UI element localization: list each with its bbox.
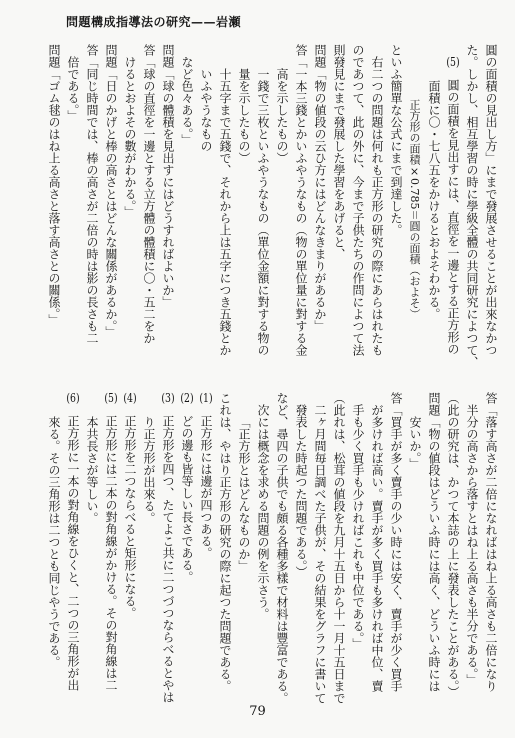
upper-tier-line: けるとおよその數がわかる。」 [123, 56, 137, 218]
lower-tier-line: （此の研究は、かつて本誌の上に發表したことがある。） [446, 392, 460, 698]
page-number: 79 [249, 704, 266, 719]
lower-tier-line: 發表した時起つた問題である。） [294, 404, 308, 578]
lower-tier-line: 本共長さが等しい。 [85, 416, 99, 524]
upper-tier-line: 量を示したもの） [237, 68, 251, 164]
upper-tier-line: 十五字まで五錢で、それから上は五字につき五錢とか [218, 68, 232, 356]
item-text: 正方形には邊が四つある。 [199, 414, 213, 559]
upper-tier-line: 答「一本三錢とかいふやうなもの（物の單位量に對する金 [294, 44, 308, 356]
upper-tier-line: 面積に〇・七八五をかけるとおよそわかる。 [427, 80, 441, 320]
lower-tier-line: など、尋四の子供でも頗る各種多樣で材料は豐富である。 [275, 392, 289, 704]
item-text: 正方形には二本の對角線がかける。その對角線は二 [104, 414, 118, 691]
item-text: 正方形を二つならべると矩形になる。 [123, 414, 137, 619]
lower-tier-line: 來る。その三角形は二つとも同じやうである。 [47, 416, 61, 668]
upper-tier-line: 答「同じ時間では、棒の高さが二倍の時は影の長さも二 [85, 44, 99, 344]
upper-tier-line: 倍である。」 [66, 56, 80, 122]
upper-tier [44, 44, 500, 376]
lower-tier-line: 半分の高さから落すとはね上る高さも半分である。」 [465, 404, 479, 686]
upper-tier-line: といふ簡單な公式にまで到達した。 [389, 44, 403, 236]
upper-tier-line: のであつて、此の外に、今まで子供たちの作問によつて法 [351, 44, 365, 356]
upper-tier-line: 高を示したもの） [275, 68, 289, 164]
lower-tier-line [158, 392, 177, 706]
item-text: 圓の面積を見出すには、直徑を一邊とする正方形の [446, 78, 460, 355]
running-header: 問題構成指導法の研究——岩瀬 [66, 15, 242, 29]
upper-tier-line: た。しかし、相互學習の時に學級全體の共同研究によつて、 [465, 44, 479, 368]
upper-tier-line: 圓の面積の見出し方」にまで發展させることが出來なかつ [484, 44, 498, 356]
lower-tier-line: 問題「物の値段はどういふ時には高く、どういふ時には [427, 392, 441, 692]
item-number: (2) [180, 392, 194, 404]
lower-tier-line [196, 392, 215, 706]
lower-tier-line: 手も少く買手も少ければこれも中位である。」 [351, 404, 365, 650]
lower-tier-line [120, 392, 139, 706]
lower-tier-line: 安いか。」 [408, 416, 422, 470]
upper-tier-line: 答「球の直徑を一邊とする立方體の體積に〇・五二をか [142, 44, 156, 344]
upper-tier-line: 問題「日のかげと棒の高さとはどんな關係があるか。」 [104, 44, 118, 338]
upper-tier-line: など色々ある。」 [180, 56, 194, 146]
formula-line: 正方形の面積×0.785＝圓の面積（およそ） [408, 99, 421, 320]
upper-tier-line: いふやうなもの [199, 68, 213, 152]
upper-tier-line: 則發見にまで發展した學習をあげると、 [332, 44, 346, 260]
lower-tier-line: 次には概念を求める問題の例を示さう。 [256, 404, 270, 620]
upper-tier-line: 問題「ゴム毬のはね上る高さと落す高さとの關係。」 [47, 44, 61, 326]
lower-tier-line: が多ければ高い。賣手が多く買手も多ければ中位、賣 [370, 404, 384, 692]
concept-question: 「正方形とはどんなものか」 [237, 416, 251, 572]
upper-tier-line: 右二つの問題は何れも正方形の研究の際にあらはれたも [370, 56, 384, 356]
item-text: 正方形を四つ、たてよこ共に二つづつならべるとやは [161, 414, 175, 703]
upper-tier-line: 一錢で三枚といふやうなもの（單位金額に對する物の [256, 68, 270, 356]
item-number: (4) [123, 392, 137, 404]
item-number: (3) [161, 392, 175, 404]
item-number: (5) [104, 392, 118, 404]
lower-tier-line [63, 392, 82, 706]
lower-tier-line: （此れは、松茸の値段を九月十五日から十一月十五日まで [332, 392, 346, 704]
lower-tier [44, 392, 500, 706]
lower-tier-line: 答「買手が多く賣手の少い時には安く、賣手が少く買手 [389, 392, 403, 692]
lower-tier-line [177, 392, 196, 706]
item-text: どの邊も皆等しい長さである。 [180, 414, 194, 583]
upper-tier-line: 問題「球の體積を見出すにはどうすればよいか」 [161, 44, 175, 308]
upper-tier-line: 問題「物の値段の云ひ方にはどんなきまりがあるか」 [313, 44, 327, 332]
upper-tier-line [443, 44, 462, 376]
item-number: (6) [66, 392, 80, 404]
lower-tier-line: り正方形が出來る。 [142, 416, 156, 524]
item-number: (1) [199, 392, 213, 404]
lower-tier-line: これは、やはり正方形の研究の際に起つた問題である。 [218, 392, 232, 692]
item-text: 正方形に一本の對角線をひくと、二つの三角形が出 [66, 414, 80, 691]
lower-tier-line: 二ヶ月間毎日調べた子供が、その結果をグラフに書いて [313, 404, 327, 704]
lower-tier-line: 答「落す高さが二倍になればはね上る高さも二倍になり [484, 392, 498, 692]
item-number: (5) [446, 56, 460, 68]
lower-tier-line [101, 392, 120, 706]
